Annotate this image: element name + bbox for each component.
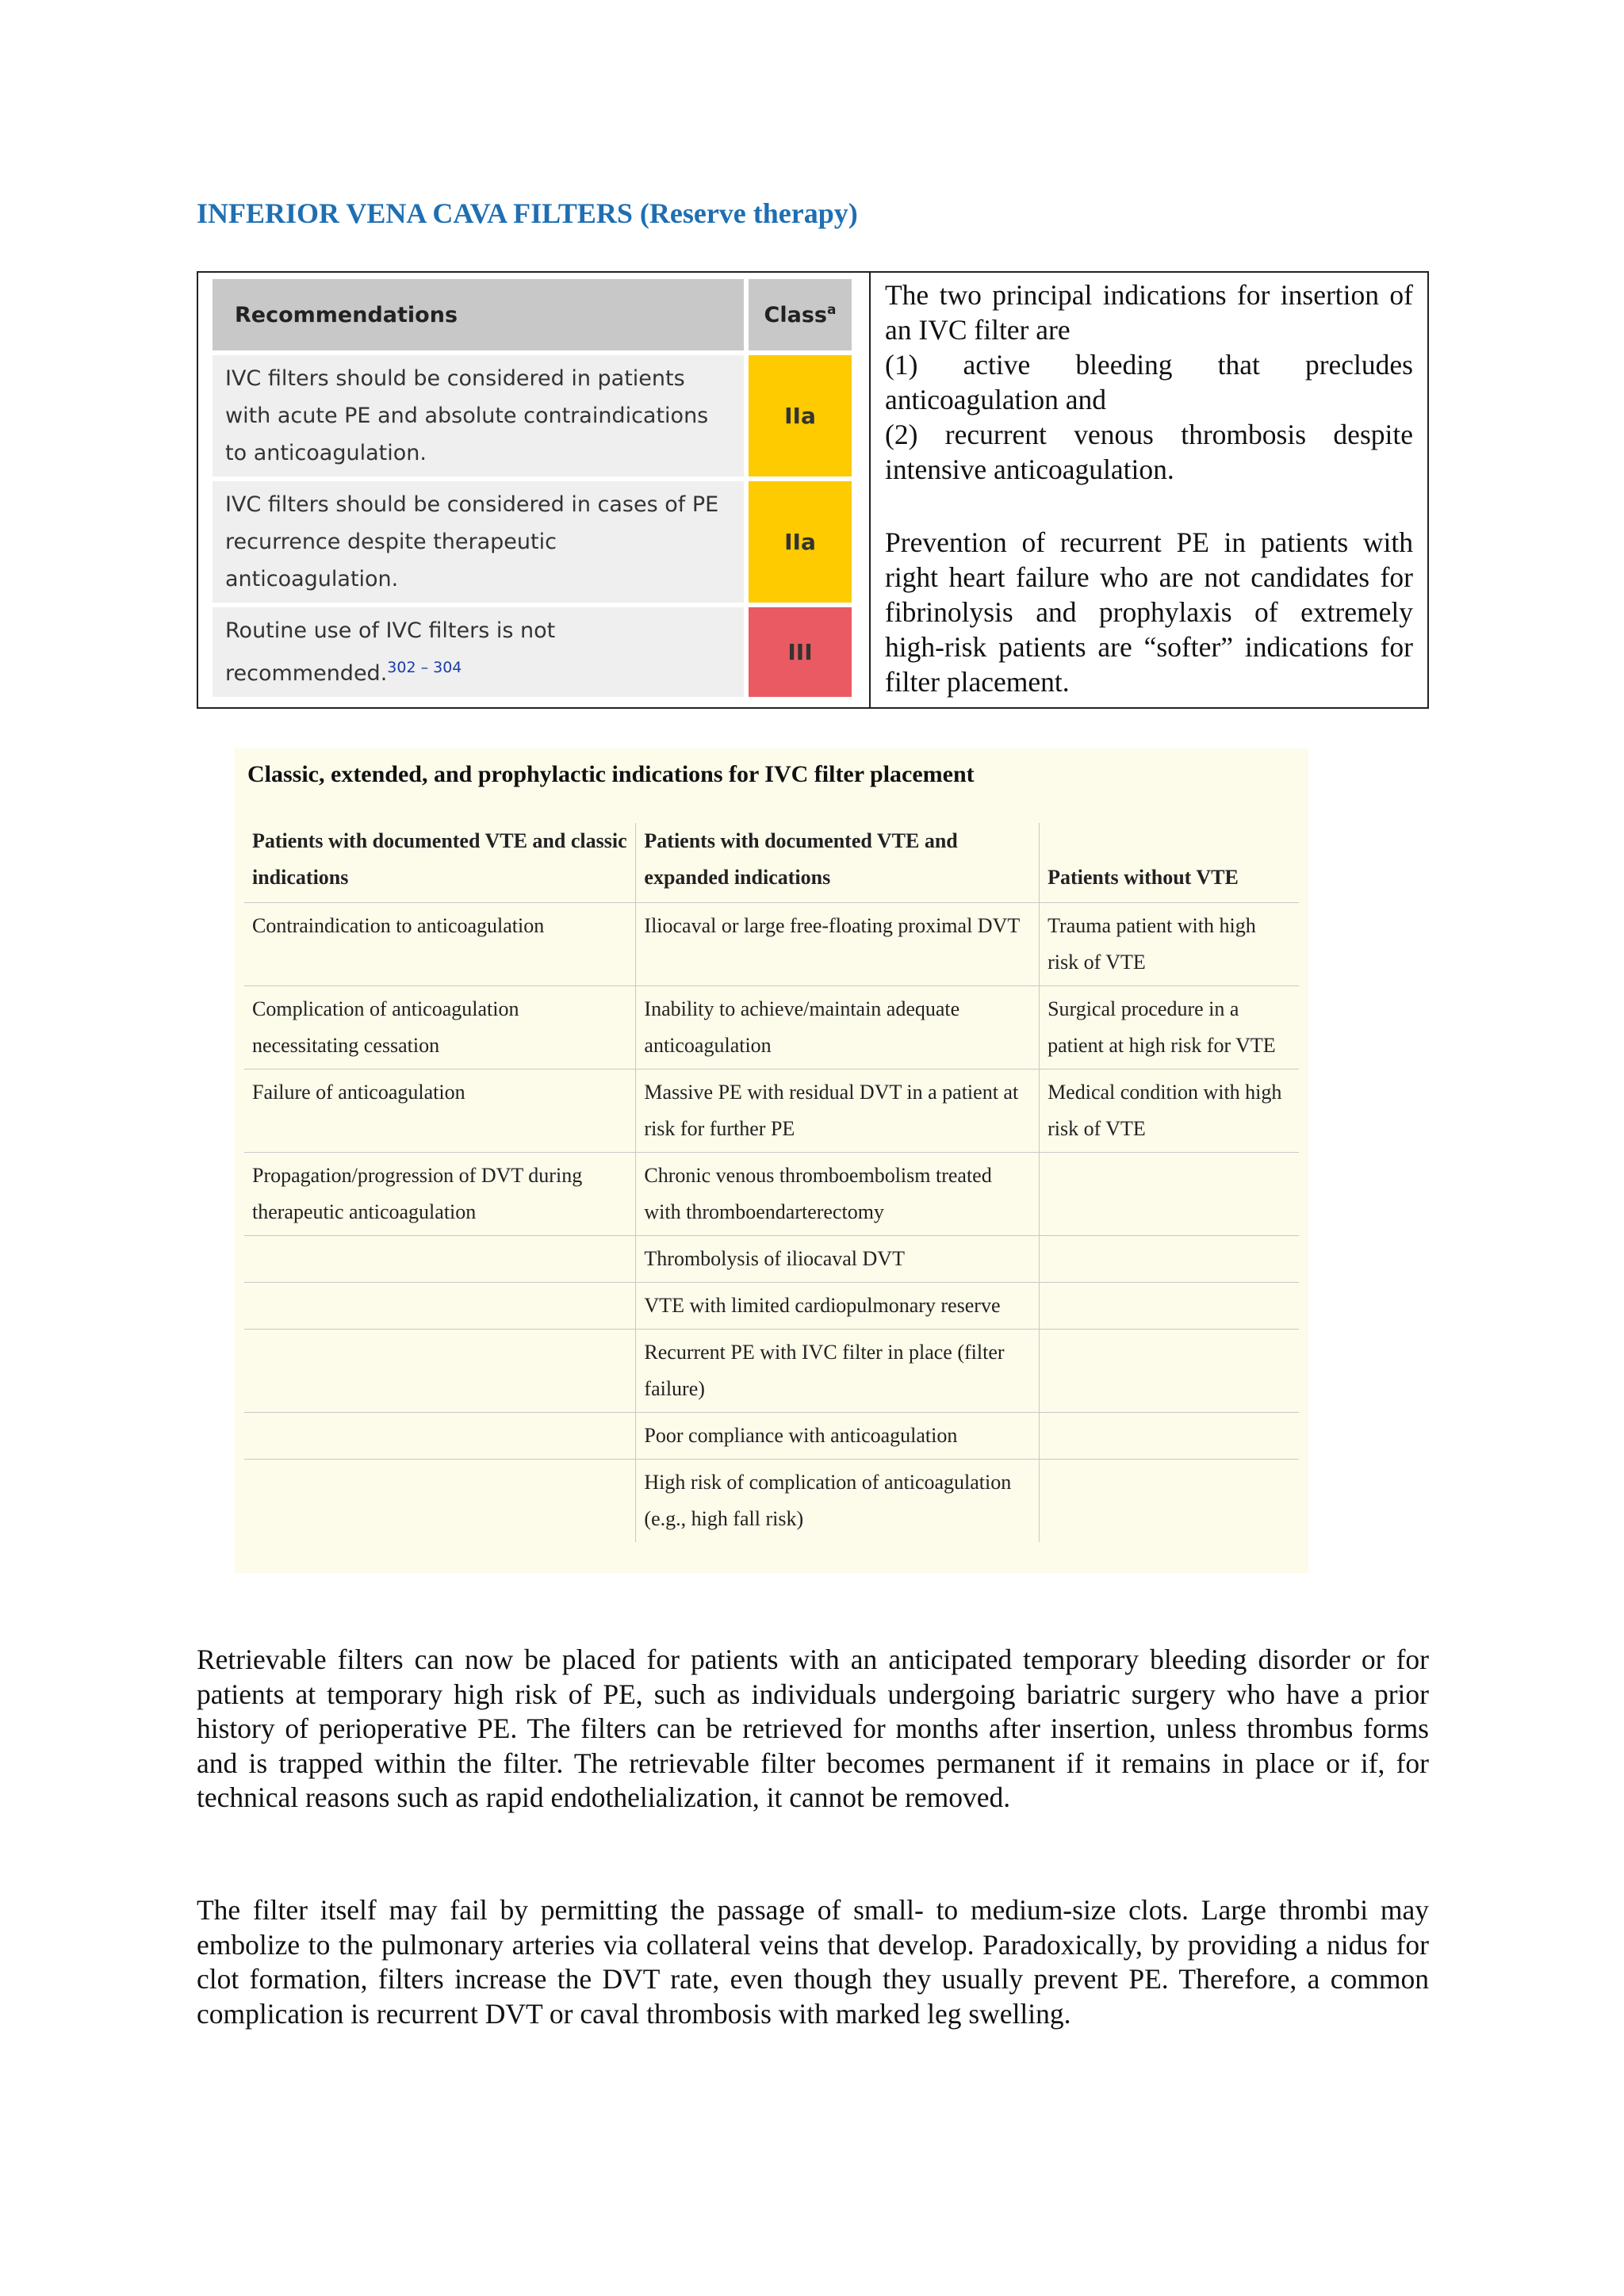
- column-header: Patients without VTE: [1040, 823, 1299, 903]
- table-row: [244, 1330, 1299, 1413]
- table-cell: [244, 1236, 636, 1283]
- section-heading: INFERIOR VENA CAVA FILTERS (Reserve therapy): [197, 197, 858, 229]
- table-cell: Medical condition with high risk of VTE: [1040, 1070, 1299, 1153]
- table-cell: Poor compliance with anticoagulation: [636, 1413, 1040, 1460]
- table-row: [244, 1413, 1299, 1460]
- column-header: Patients with documented VTE and classic indications: [244, 823, 636, 903]
- table-row: [244, 1460, 1299, 1543]
- class-badge: IIa: [749, 476, 852, 603]
- table-cell: High risk of complication of anticoagulation (e.g., high fall risk): [636, 1460, 1040, 1543]
- class-badge: IIa: [749, 350, 852, 476]
- table-cell: [1040, 1460, 1299, 1543]
- ivc-indications-table: [244, 823, 1299, 1542]
- table-cell: Contraindication to anticoagulation: [244, 903, 636, 986]
- recommendations-table: [213, 279, 852, 697]
- filter-failure-paragraph: The filter itself may fail by permitting the passage of small- to medium-size clots. Large thrombi may embolize to the pulmonary arteries via collateral veins that develop. Paradoxically, by providing a nidus for clot formation, filters increase the DVT rate, even though they usually prevent PE. Therefore, a common complication is recurrent DVT or caval thrombosis with marked leg swelling.: [197, 1894, 1429, 2030]
- column-header: Patients with documented VTE and expanded indications: [636, 823, 1040, 903]
- indication-2: (2) recurrent venous thrombosis despite intensive anticoagulation.: [885, 419, 1413, 485]
- table-cell: Propagation/progression of DVT during therapeutic anticoagulation: [244, 1153, 636, 1236]
- indication-1: (1) active bleeding that precludes anticoagulation and: [885, 349, 1413, 415]
- table-cell: Trauma patient with high risk of VTE: [1040, 903, 1299, 986]
- table-cell: Thrombolysis of iliocaval DVT: [636, 1236, 1040, 1283]
- ivc-indications-figure: [235, 748, 1308, 1573]
- table-row: [244, 1283, 1299, 1330]
- table-cell: [244, 1283, 636, 1330]
- class-badge: III: [749, 603, 852, 697]
- indications-intro: The two principal indications for insertion of an IVC filter are: [885, 279, 1413, 346]
- table-cell: [1040, 1330, 1299, 1413]
- table-cell: Failure of anticoagulation: [244, 1070, 636, 1153]
- table-cell: VTE with limited cardiopulmonary reserve: [636, 1283, 1040, 1330]
- recommendation-box: [197, 271, 1429, 709]
- recommendation-row: [213, 603, 852, 697]
- softer-indications: Prevention of recurrent PE in patients with right heart failure who are not candidates for fibrinolysis and prophylaxis of extremely high-risk patients are “softer” indications for filter placement.: [885, 526, 1413, 698]
- recommendations-header: Recommendations: [213, 279, 749, 350]
- table-cell: [1040, 1413, 1299, 1460]
- table-cell: Inability to achieve/maintain adequate anticoagulation: [636, 986, 1040, 1070]
- recommendation-text: IVC filters should be considered in cases of PE recurrence despite therapeutic anticoagulation.: [213, 476, 749, 603]
- table-cell: Massive PE with residual DVT in a patient at risk for further PE: [636, 1070, 1040, 1153]
- table-cell: Recurrent PE with IVC filter in place (filter failure): [636, 1330, 1040, 1413]
- table-row: [244, 903, 1299, 986]
- class-header: Class$^a$: [749, 279, 852, 350]
- retrievable-filters-paragraph: Retrievable filters can now be placed for patients with an anticipated temporary bleeding disorder or for patients at temporary high risk of PE, such as individuals undergoing bariatric surgery who have a prior history of perioperative PE. The filters can be retrieved for months after insertion, unless thrombus forms and is trapped within the filter. The retrievable filter becomes permanent if it remains in place or if, for technical reasons such as rapid endothelialization, it cannot be removed.: [197, 1644, 1429, 1813]
- recommendation-panel: [198, 273, 871, 707]
- table-cell: [1040, 1236, 1299, 1283]
- table-row: [244, 986, 1299, 1070]
- table-row: [244, 1070, 1299, 1153]
- recommendation-text: IVC filters should be considered in patients with acute PE and absolute contraindications to anticoagulation.: [213, 350, 749, 476]
- table-cell: [1040, 1153, 1299, 1236]
- recommendation-row: [213, 350, 852, 476]
- table-header-row: [244, 823, 1299, 903]
- indications-text: [871, 273, 1427, 707]
- table-cell: [1040, 1283, 1299, 1330]
- table-row: [244, 1236, 1299, 1283]
- table-cell: Surgical procedure in a patient at high risk for VTE: [1040, 986, 1299, 1070]
- recommendation-text: Routine use of IVC filters is not recommended.$^{302 - 304}$: [213, 603, 749, 697]
- table-cell: Iliocaval or large free-floating proximal DVT: [636, 903, 1040, 986]
- table-cell: Complication of anticoagulation necessitating cessation: [244, 986, 636, 1070]
- reference-link[interactable]: 302 – 304: [387, 659, 462, 676]
- table-cell: [244, 1413, 636, 1460]
- table-cell: Chronic venous thromboembolism treated with thromboendarterectomy: [636, 1153, 1040, 1236]
- ivc-table-title: Classic, extended, and prophylactic indications for IVC filter placement: [247, 761, 975, 787]
- table-row: [244, 1153, 1299, 1236]
- recommendation-row: [213, 476, 852, 603]
- table-cell: [244, 1460, 636, 1543]
- table-cell: [244, 1330, 636, 1413]
